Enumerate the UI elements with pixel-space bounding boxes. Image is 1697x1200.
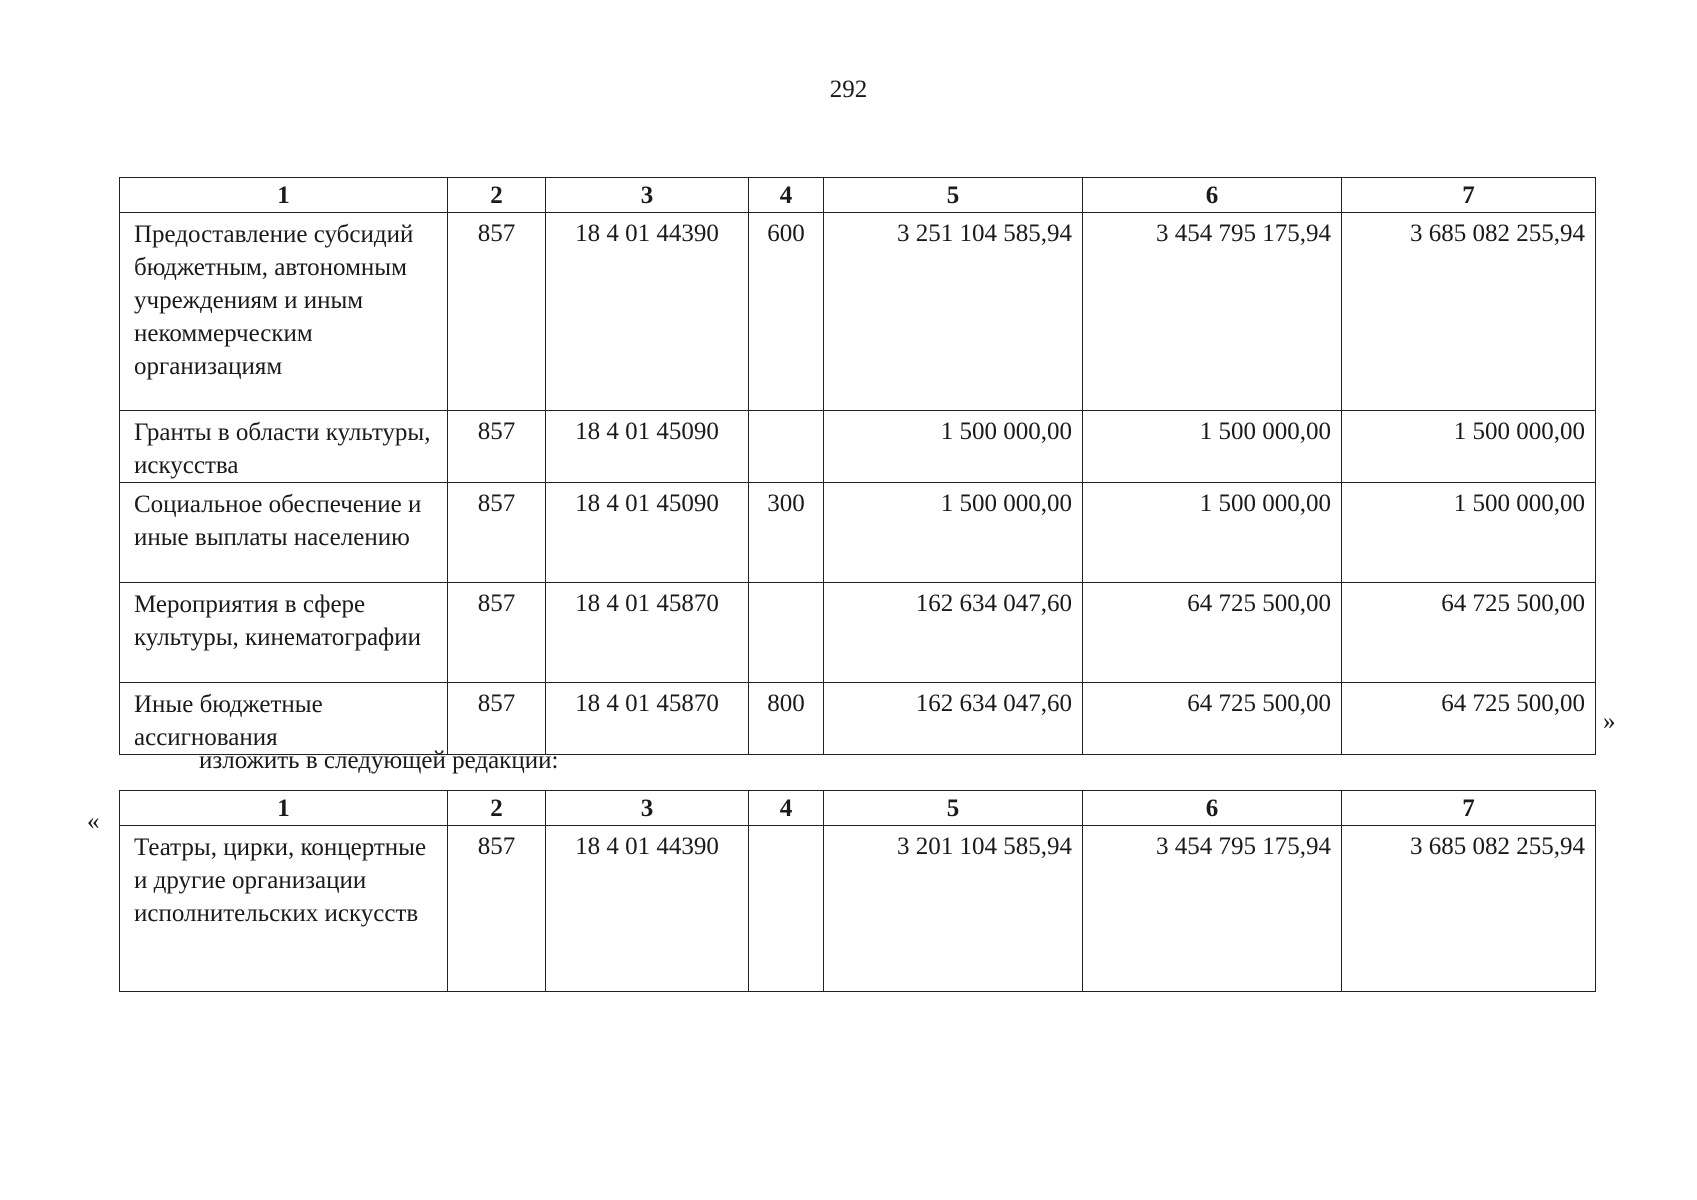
table-row — [120, 826, 1596, 992]
code-cell: 18 4 01 44390 — [546, 213, 749, 411]
amount-cell: 1 500 000,00 — [824, 483, 1083, 583]
budget-table-amended — [119, 790, 1596, 992]
header-cell: 2 — [448, 178, 546, 213]
amount-cell: 64 725 500,00 — [1342, 583, 1596, 683]
amount-cell: 162 634 047,60 — [824, 583, 1083, 683]
header-cell: 5 — [824, 178, 1083, 213]
amount-cell: 162 634 047,60 — [824, 683, 1083, 755]
amount-cell: 64 725 500,00 — [1342, 683, 1596, 755]
amount-cell: 1 500 000,00 — [824, 411, 1083, 483]
budget-table-original — [119, 177, 1596, 755]
row-name-cell: Театры, цирки, концертные и другие организации исполнительских искусств — [120, 826, 448, 992]
header-cell: 7 — [1342, 791, 1596, 826]
code-cell: 857 — [448, 213, 546, 411]
code-cell: 18 4 01 45090 — [546, 483, 749, 583]
row-name-cell: Иные бюджетные ассигнования — [120, 683, 448, 755]
table-header-row — [120, 178, 1596, 213]
row-name-cell: Социальное обеспечение и иные выплаты населению — [120, 483, 448, 583]
code-cell: 857 — [448, 826, 546, 992]
code-cell: 18 4 01 45870 — [546, 683, 749, 755]
table-row — [120, 483, 1596, 583]
closing-quote-mark: » — [1603, 708, 1616, 735]
code-cell: 18 4 01 45870 — [546, 583, 749, 683]
table-row — [120, 683, 1596, 755]
table-row — [120, 411, 1596, 483]
header-cell: 6 — [1083, 791, 1342, 826]
header-cell: 6 — [1083, 178, 1342, 213]
header-cell: 2 — [448, 791, 546, 826]
code-cell: 18 4 01 45090 — [546, 411, 749, 483]
header-cell: 1 — [120, 178, 448, 213]
amount-cell: 3 685 082 255,94 — [1342, 213, 1596, 411]
table-row — [120, 583, 1596, 683]
code-cell: 18 4 01 44390 — [546, 826, 749, 992]
opening-quote-mark: « — [87, 808, 100, 835]
code-cell: 600 — [749, 213, 824, 411]
amount-cell: 64 725 500,00 — [1083, 583, 1342, 683]
header-cell: 1 — [120, 791, 448, 826]
code-cell: 857 — [448, 683, 546, 755]
amount-cell: 3 454 795 175,94 — [1083, 826, 1342, 992]
code-cell — [749, 583, 824, 683]
code-cell — [749, 411, 824, 483]
header-cell: 4 — [749, 178, 824, 213]
table-row — [120, 213, 1596, 411]
code-cell: 800 — [749, 683, 824, 755]
amendment-instruction: изложить в следующей редакции: — [199, 747, 559, 774]
code-cell: 300 — [749, 483, 824, 583]
row-name-cell: Гранты в области культуры, искусства — [120, 411, 448, 483]
code-cell: 857 — [448, 583, 546, 683]
amount-cell: 3 454 795 175,94 — [1083, 213, 1342, 411]
amount-cell: 1 500 000,00 — [1342, 411, 1596, 483]
code-cell: 857 — [448, 483, 546, 583]
amount-cell: 3 201 104 585,94 — [824, 826, 1083, 992]
page-number: 292 — [829, 76, 868, 103]
row-name-cell: Предоставление субсидий бюджетным, автономным учреждениям и иным некоммерческим организациям — [120, 213, 448, 411]
table-header-row — [120, 791, 1596, 826]
amount-cell: 64 725 500,00 — [1083, 683, 1342, 755]
amount-cell: 1 500 000,00 — [1083, 483, 1342, 583]
header-cell: 4 — [749, 791, 824, 826]
row-name-cell: Мероприятия в сфере культуры, кинематографии — [120, 583, 448, 683]
amount-cell: 3 251 104 585,94 — [824, 213, 1083, 411]
amount-cell: 3 685 082 255,94 — [1342, 826, 1596, 992]
code-cell — [749, 826, 824, 992]
header-cell: 3 — [546, 791, 749, 826]
header-cell: 3 — [546, 178, 749, 213]
code-cell: 857 — [448, 411, 546, 483]
amount-cell: 1 500 000,00 — [1083, 411, 1342, 483]
amount-cell: 1 500 000,00 — [1342, 483, 1596, 583]
header-cell: 7 — [1342, 178, 1596, 213]
header-cell: 5 — [824, 791, 1083, 826]
